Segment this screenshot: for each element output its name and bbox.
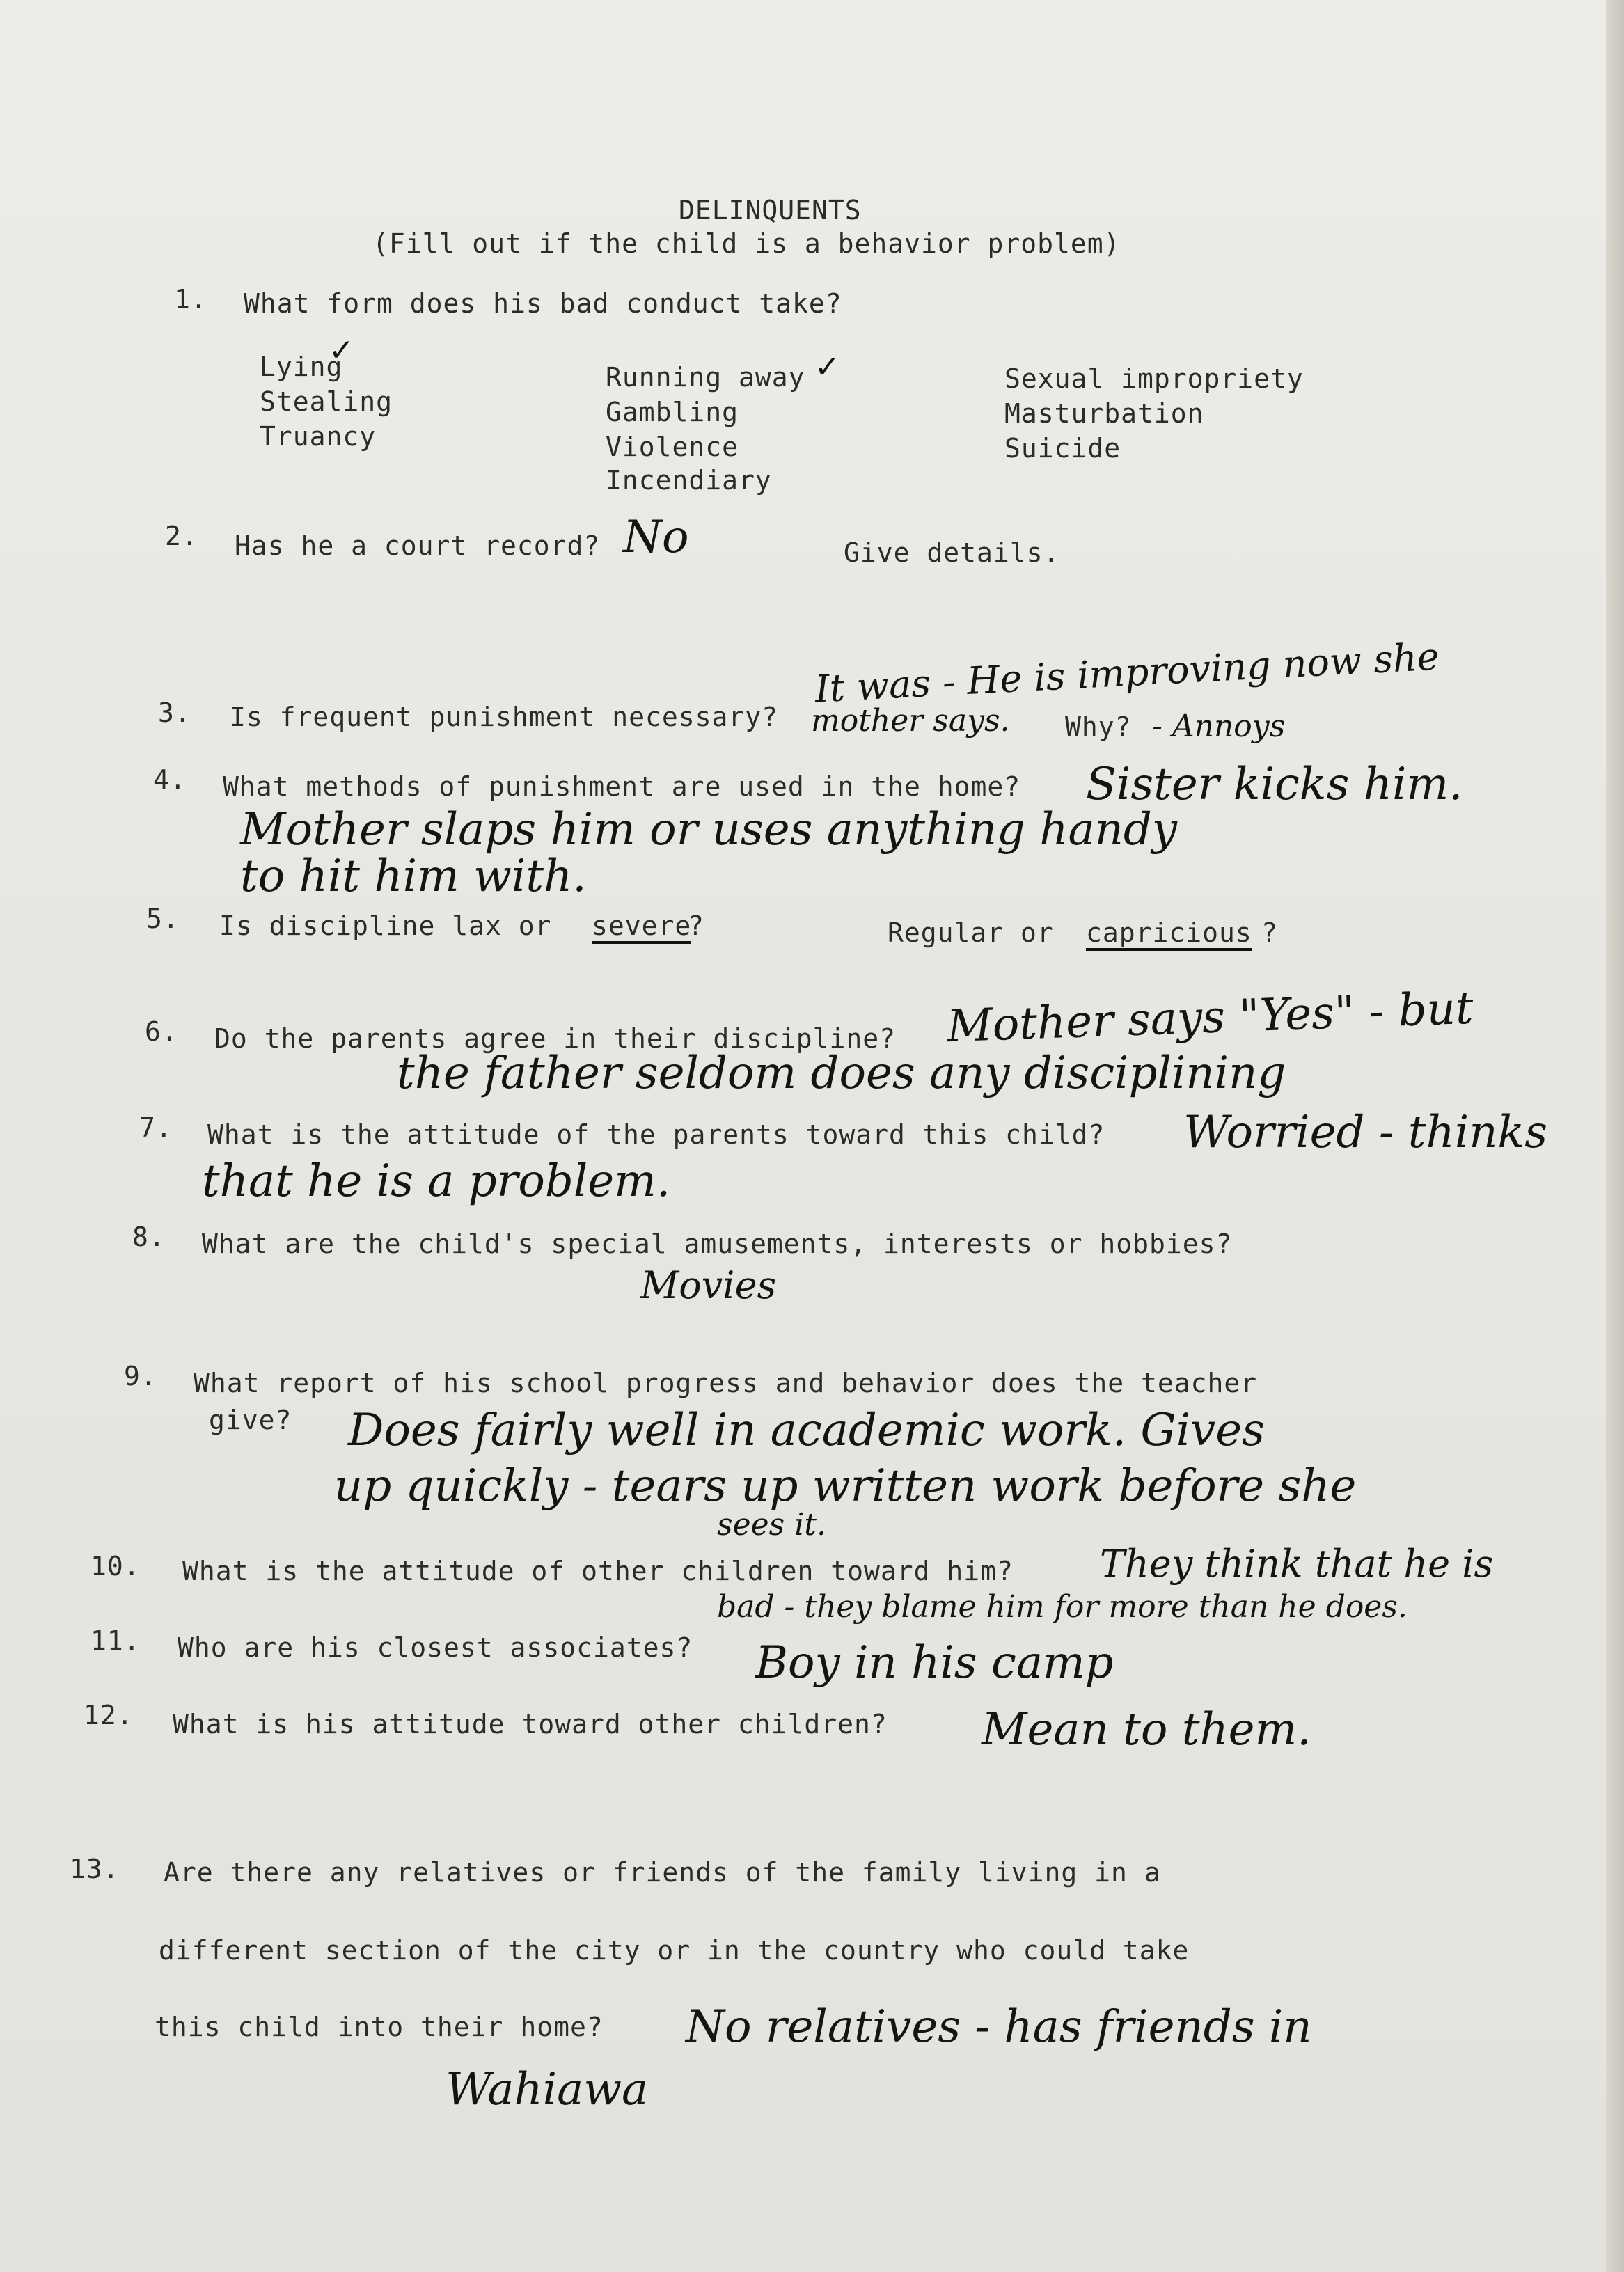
q6-answer-line1: Mother says "Yes" - but <box>945 982 1474 1053</box>
option-truancy: Truancy <box>260 421 377 452</box>
q2-question: Has he a court record? <box>235 530 601 561</box>
lying-check-mark: ✓ <box>329 333 354 368</box>
q1-question: What form does his bad conduct take? <box>244 288 842 319</box>
q13-number: 13. <box>70 1854 120 1884</box>
q5-question-part2: Regular or <box>888 917 1054 948</box>
q13-answer-line1: No relatives - has friends in <box>686 2001 1312 2053</box>
q8-answer: Movies <box>640 1263 777 1307</box>
q11-answer: Boy in his camp <box>755 1637 1114 1689</box>
q11-question: Who are his closest associates? <box>178 1632 693 1663</box>
q10-answer-line1: They think that he is <box>1100 1542 1494 1586</box>
q9-answer-line3: sees it. <box>717 1507 826 1543</box>
option-gambling: Gambling <box>606 397 739 427</box>
q13-question-line2: different section of the city or in the country who could take <box>159 1935 1190 1966</box>
option-running-away: Running away <box>606 362 805 393</box>
q4-number: 4. <box>153 764 187 795</box>
q10-number: 10. <box>90 1551 141 1581</box>
q9-number: 9. <box>124 1361 157 1391</box>
q13-question-line1: Are there any relatives or friends of the family living in a <box>164 1857 1161 1888</box>
q3-number: 3. <box>158 697 191 728</box>
q6-number: 6. <box>145 1016 178 1047</box>
q12-question: What is his attitude toward other children? <box>173 1709 888 1740</box>
q9-question-line2: give? <box>209 1405 292 1435</box>
option-lying: Lying <box>260 352 343 382</box>
q5-question-mark-2: ? <box>1261 917 1278 948</box>
option-violence: Violence <box>606 432 739 462</box>
paper-edge-shadow <box>1606 0 1624 2272</box>
q2-answer: No <box>623 512 689 563</box>
q9-question-line1: What report of his school progress and behavior does the teacher <box>194 1368 1258 1398</box>
option-suicide: Suicide <box>1004 433 1121 464</box>
q7-number: 7. <box>139 1112 173 1143</box>
q8-number: 8. <box>132 1222 166 1252</box>
q3-answer-line2: mother says. <box>811 703 1010 739</box>
q2-number: 2. <box>165 521 198 551</box>
q5-number: 5. <box>146 904 180 934</box>
q7-answer-line2: that he is a problem. <box>202 1155 671 1207</box>
q7-answer-line1: Worried - thinks <box>1183 1107 1548 1158</box>
q13-answer-line2: Wahiawa <box>446 2064 649 2115</box>
q7-question: What is the attitude of the parents toward this child? <box>207 1119 1105 1150</box>
q4-question: What methods of punishment are used in the home? <box>223 771 1021 802</box>
form-title: DELINQUENTS <box>679 195 862 226</box>
option-incendiary: Incendiary <box>606 465 772 496</box>
q5-underlined-capricious: capricious <box>1086 917 1252 951</box>
q4-answer-line2: Mother slaps him or uses anything handy <box>240 804 1177 855</box>
q3-why-label: Why? <box>1065 711 1132 742</box>
q11-number: 11. <box>90 1625 141 1656</box>
form-subtitle: (Fill out if the child is a behavior problem) <box>372 228 1121 259</box>
q4-answer-line1: Sister kicks him. <box>1086 759 1463 810</box>
q5-question-part1: Is discipline lax or <box>219 910 552 941</box>
option-masturbation: Masturbation <box>1004 398 1204 429</box>
q4-answer-line3: to hit him with. <box>240 851 587 902</box>
q2-details-label: Give details. <box>844 537 1060 568</box>
q5-question-mark: ? <box>688 910 704 941</box>
q12-number: 12. <box>84 1700 134 1730</box>
running-away-check-mark: ✓ <box>814 349 840 385</box>
q10-answer-line2: bad - they blame him for more than he does. <box>717 1589 1408 1625</box>
option-sexual-impropriety: Sexual impropriety <box>1004 363 1304 394</box>
q6-question: Do the parents agree in their discipline? <box>214 1023 896 1054</box>
q9-answer-line2: up quickly - tears up written work before she <box>334 1460 1357 1512</box>
q3-question: Is frequent punishment necessary? <box>230 702 778 732</box>
q3-answer-why: - Annoys <box>1152 709 1286 744</box>
q12-answer: Mean to them. <box>982 1704 1311 1756</box>
q3-answer-line1: It was - He is improving now she <box>813 634 1441 711</box>
q9-answer-line1: Does fairly well in academic work. Gives <box>348 1405 1265 1456</box>
q13-question-line3: this child into their home? <box>155 2012 604 2042</box>
q5-underlined-severe: severe <box>592 910 691 944</box>
q8-question: What are the child's special amusements, interests or hobbies? <box>202 1229 1233 1259</box>
q10-question: What is the attitude of other children toward him? <box>182 1556 1014 1586</box>
option-stealing: Stealing <box>260 386 393 417</box>
q6-answer-line2: the father seldom does any disciplining <box>397 1048 1286 1099</box>
q1-number: 1. <box>174 284 207 315</box>
